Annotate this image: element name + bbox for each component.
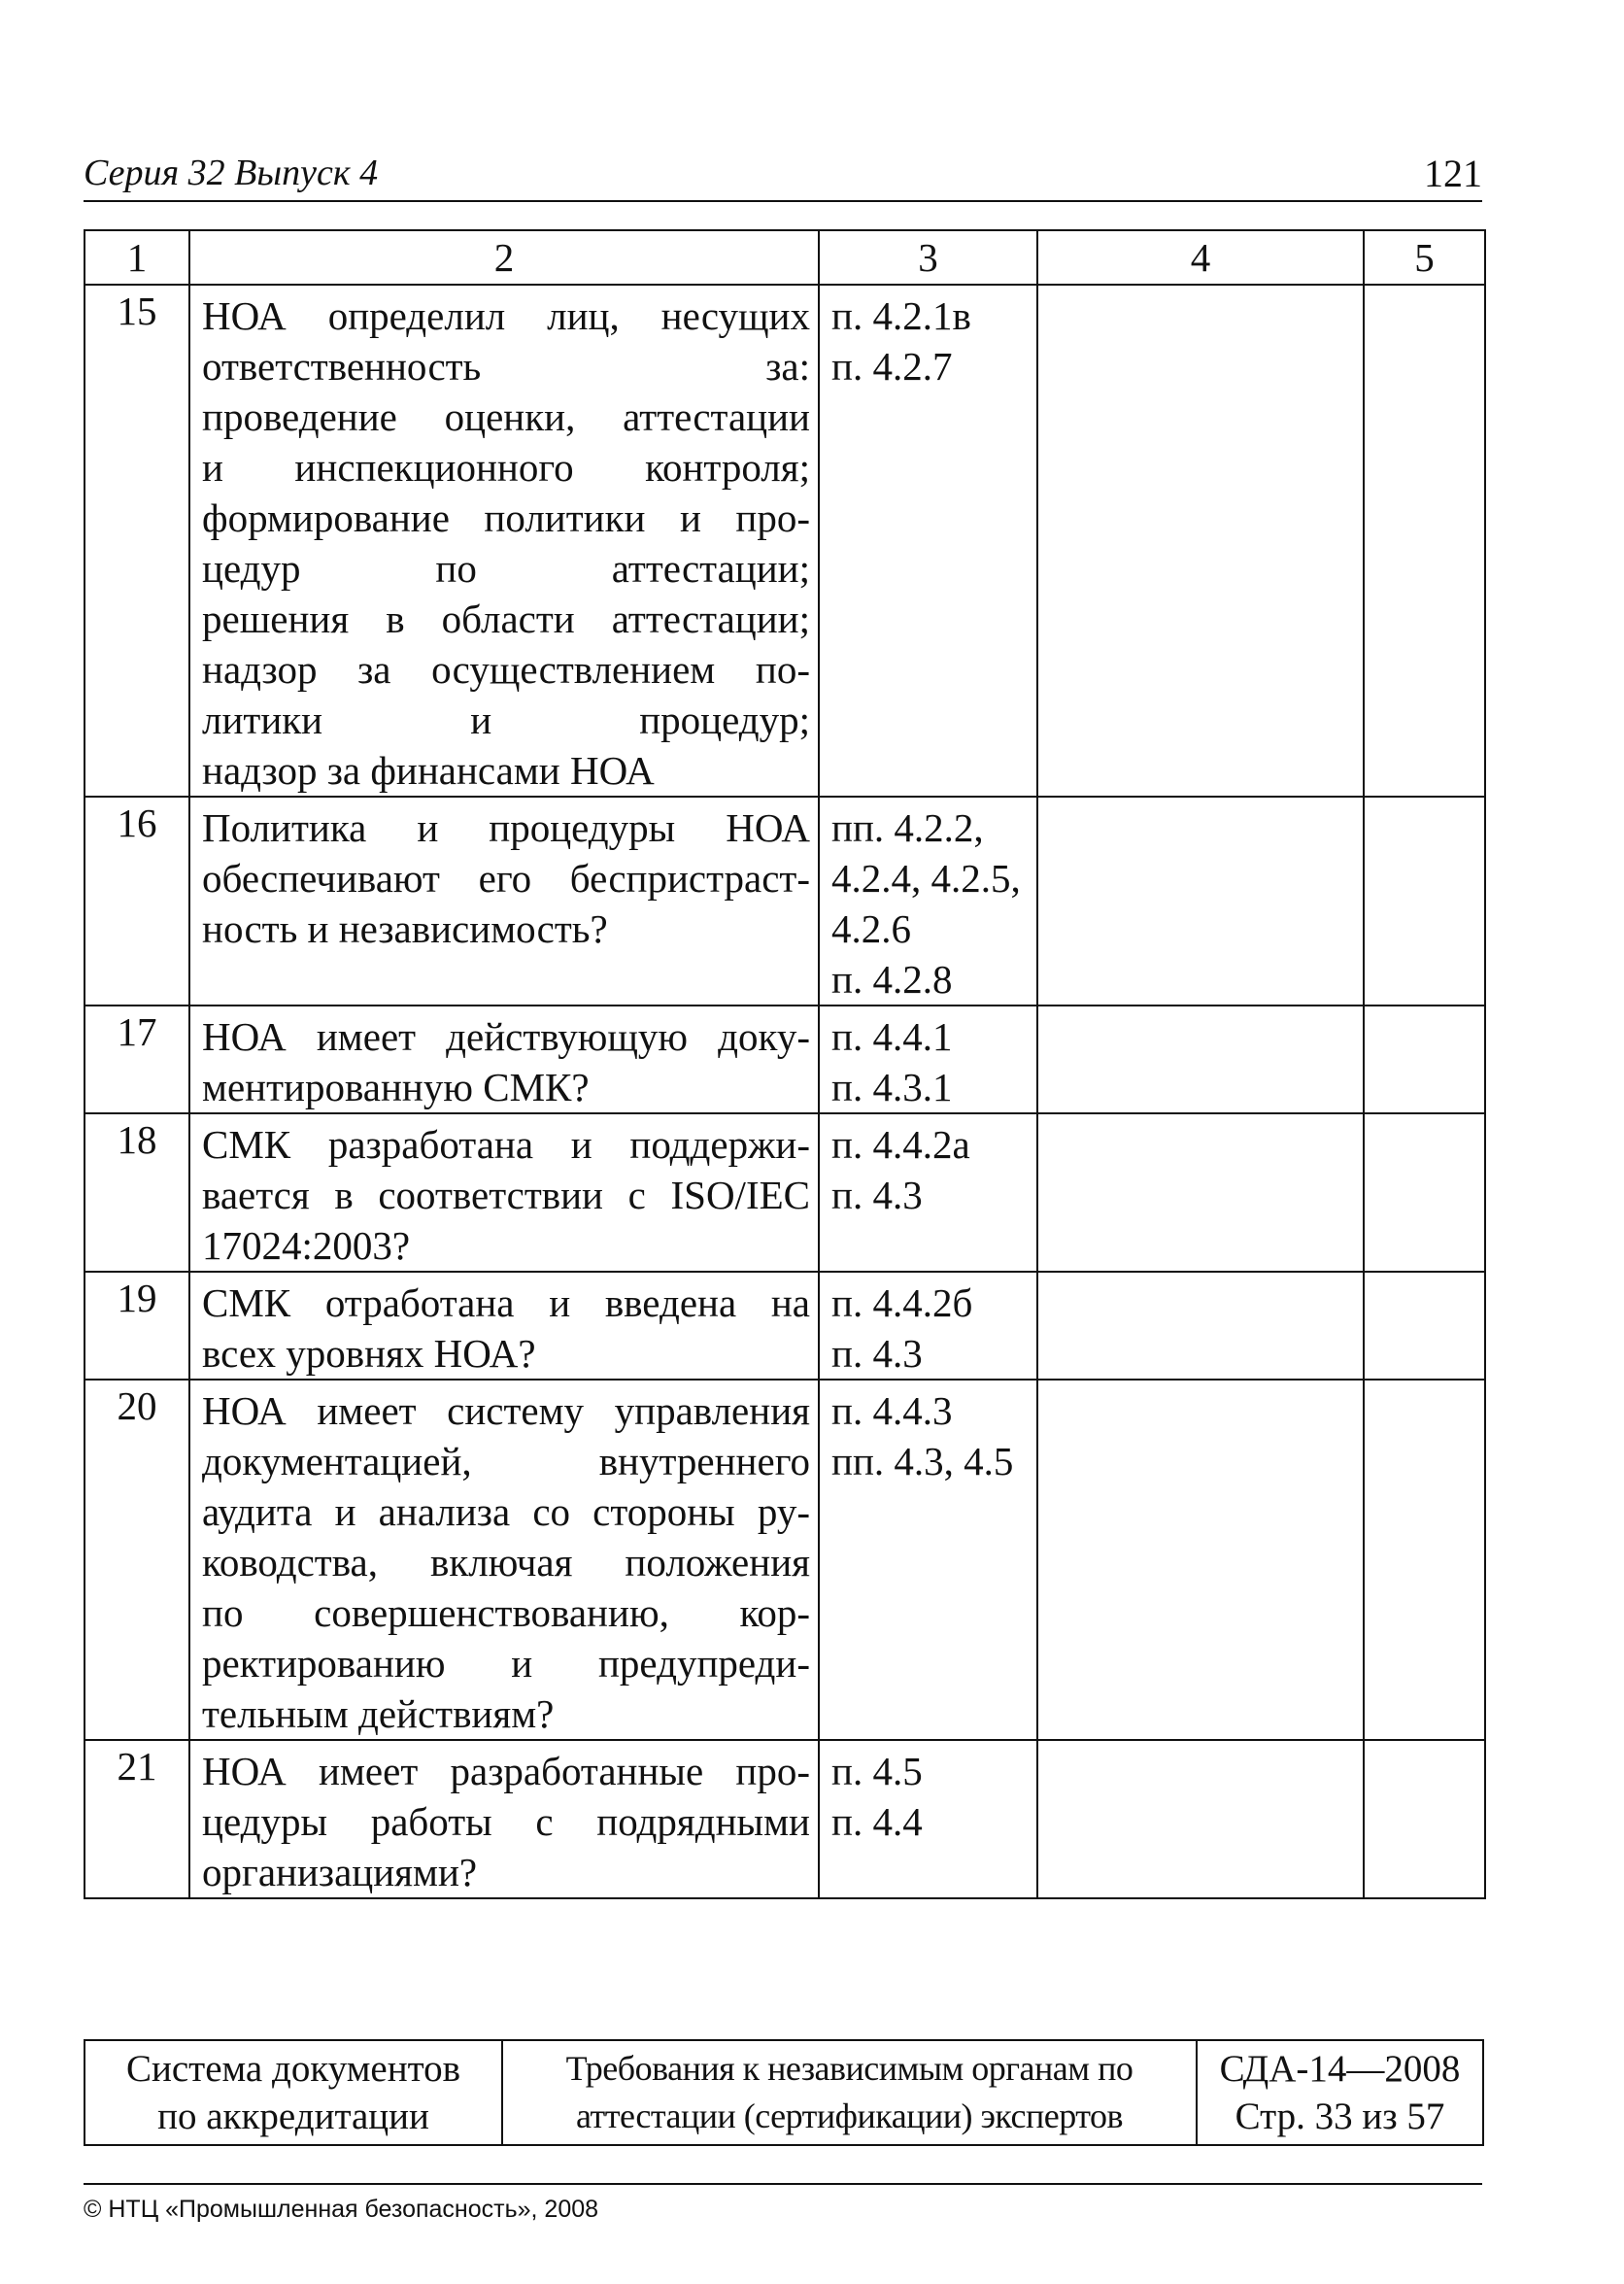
empty-cell-col4 <box>1037 285 1364 797</box>
page-header <box>84 148 1482 202</box>
reference-cell <box>819 1006 1037 1113</box>
requirement-line: ответственность за: <box>202 344 810 389</box>
column-header: 2 <box>189 230 819 285</box>
empty-cell-col4 <box>1037 1272 1364 1380</box>
reference-line: пп. 4.3, 4.5 <box>831 1439 1014 1483</box>
empty-cell-col5 <box>1364 1740 1485 1898</box>
requirement-line: НОА имеет действующую доку- <box>202 1014 810 1059</box>
requirement-line: документацией, внутреннего <box>202 1439 810 1483</box>
requirement-text <box>189 1113 819 1272</box>
title-line: аттестации (сертификации) экспертов <box>575 2097 1124 2135</box>
requirement-line: надзор за финансами НОА <box>202 748 655 793</box>
empty-cell-col5 <box>1364 1272 1485 1380</box>
title-line: Требования к независимым органам по <box>565 2049 1133 2088</box>
requirement-line: НОА имеет разработанные про- <box>202 1749 810 1793</box>
column-header: 1 <box>85 230 189 285</box>
requirement-text <box>189 1380 819 1740</box>
row-number: 17 <box>85 1006 189 1113</box>
reference-line: п. 4.2.1в <box>831 293 971 338</box>
reference-line: п. 4.4.3 <box>831 1388 953 1433</box>
reference-line: п. 4.3 <box>831 1173 923 1217</box>
empty-cell-col5 <box>1364 1113 1485 1272</box>
requirement-line: 17024:2003? <box>202 1223 411 1268</box>
requirement-line: всех уровнях НОА? <box>202 1331 536 1376</box>
requirement-line: вается в соответствии с ISO/IEC <box>202 1173 810 1217</box>
document-code-cell <box>1197 2040 1483 2145</box>
reference-line: п. 4.4.2а <box>831 1122 970 1167</box>
requirement-text <box>189 1272 819 1380</box>
row-number: 18 <box>85 1113 189 1272</box>
row-number: 20 <box>85 1380 189 1740</box>
table-row <box>85 1380 1485 1740</box>
copyright-notice: © НТЦ «Промышленная безопасность», 2008 <box>84 2196 599 2223</box>
table-row <box>85 797 1485 1006</box>
requirement-line: ность и независимость? <box>202 906 608 951</box>
requirement-line: ректированию и предупреди- <box>202 1641 810 1686</box>
requirement-line: СМК разработана и поддержи- <box>202 1122 810 1167</box>
reference-line: п. 4.2.7 <box>831 344 953 389</box>
requirement-line: по совершенствованию, кор- <box>202 1590 810 1635</box>
requirement-line: цедур по аттестации; <box>202 546 810 591</box>
requirement-text <box>189 797 819 1006</box>
reference-cell <box>819 285 1037 797</box>
system-line: Система документов <box>125 2048 461 2090</box>
reference-line: 4.2.4, 4.2.5, <box>831 856 1021 901</box>
reference-line: п. 4.3 <box>831 1331 923 1376</box>
checklist-table <box>84 229 1486 1899</box>
reference-cell <box>819 1740 1037 1898</box>
column-header: 5 <box>1364 230 1485 285</box>
table-header-row <box>85 230 1485 285</box>
table-row <box>85 1272 1485 1380</box>
row-number: 16 <box>85 797 189 1006</box>
empty-cell-col4 <box>1037 1113 1364 1272</box>
requirement-line: литики и процедур; <box>202 698 810 742</box>
document-footer-stamp <box>84 2039 1484 2146</box>
requirement-line: организациями? <box>202 1850 478 1894</box>
requirement-text <box>189 1740 819 1898</box>
row-number: 15 <box>85 285 189 797</box>
empty-cell-col5 <box>1364 1380 1485 1740</box>
reference-line: п. 4.5 <box>831 1749 923 1793</box>
reference-cell <box>819 1113 1037 1272</box>
table-body <box>85 285 1485 1898</box>
table-row <box>85 285 1485 797</box>
requirement-line: аудита и анализа со стороны ру- <box>202 1489 810 1534</box>
requirement-line: ментированную СМК? <box>202 1065 590 1109</box>
reference-line: п. 4.2.8 <box>831 957 953 1002</box>
table-row <box>85 1113 1485 1272</box>
empty-cell-col4 <box>1037 1006 1364 1113</box>
empty-cell-col4 <box>1037 1740 1364 1898</box>
table-row <box>85 1740 1485 1898</box>
reference-cell <box>819 1272 1037 1380</box>
requirement-line: Политика и процедуры НОА <box>202 805 810 850</box>
empty-cell-col5 <box>1364 1006 1485 1113</box>
row-number: 19 <box>85 1272 189 1380</box>
bottom-divider <box>84 2183 1482 2185</box>
reference-cell <box>819 797 1037 1006</box>
system-line: по аккредитации <box>157 2096 429 2137</box>
reference-line: пп. 4.2.2, <box>831 805 984 850</box>
requirement-line: обеспечивают его беспристраст- <box>202 856 810 901</box>
column-header: 4 <box>1037 230 1364 285</box>
requirement-line: ководства, включая положения <box>202 1540 810 1585</box>
document-page: Стр. 33 из 57 <box>1235 2096 1445 2137</box>
reference-line: п. 4.4 <box>831 1799 923 1844</box>
requirement-line: проведение оценки, аттестации <box>202 394 810 439</box>
requirement-line: цедуры работы с подрядными <box>202 1799 810 1844</box>
reference-line: п. 4.4.2б <box>831 1280 973 1325</box>
empty-cell-col5 <box>1364 285 1485 797</box>
series-title: Серия 32 Выпуск 4 <box>84 153 379 193</box>
empty-cell-col5 <box>1364 797 1485 1006</box>
document-code: СДА-14—2008 <box>1219 2048 1461 2090</box>
reference-line: п. 4.3.1 <box>831 1065 953 1109</box>
requirement-line: СМК отработана и введена на <box>202 1280 810 1325</box>
table-row <box>85 1006 1485 1113</box>
page-number: 121 <box>1424 152 1482 195</box>
reference-cell <box>819 1380 1037 1740</box>
requirement-line: формирование политики и про- <box>202 495 810 540</box>
document-system-cell <box>85 2040 502 2145</box>
column-header: 3 <box>819 230 1037 285</box>
row-number: 21 <box>85 1740 189 1898</box>
requirement-line: тельным действиям? <box>202 1691 555 1736</box>
requirement-line: НОА определил лиц, несущих <box>202 293 810 338</box>
requirement-text <box>189 285 819 797</box>
requirement-line: НОА имеет систему управления <box>202 1388 810 1433</box>
empty-cell-col4 <box>1037 797 1364 1006</box>
document-title-cell <box>502 2040 1197 2145</box>
requirement-line: решения в области аттестации; <box>202 597 810 641</box>
requirement-line: и инспекционного контроля; <box>202 445 810 490</box>
requirement-text <box>189 1006 819 1113</box>
requirement-line: надзор за осуществлением по- <box>202 647 810 692</box>
reference-line: п. 4.4.1 <box>831 1014 953 1059</box>
empty-cell-col4 <box>1037 1380 1364 1740</box>
reference-line: 4.2.6 <box>831 906 911 951</box>
